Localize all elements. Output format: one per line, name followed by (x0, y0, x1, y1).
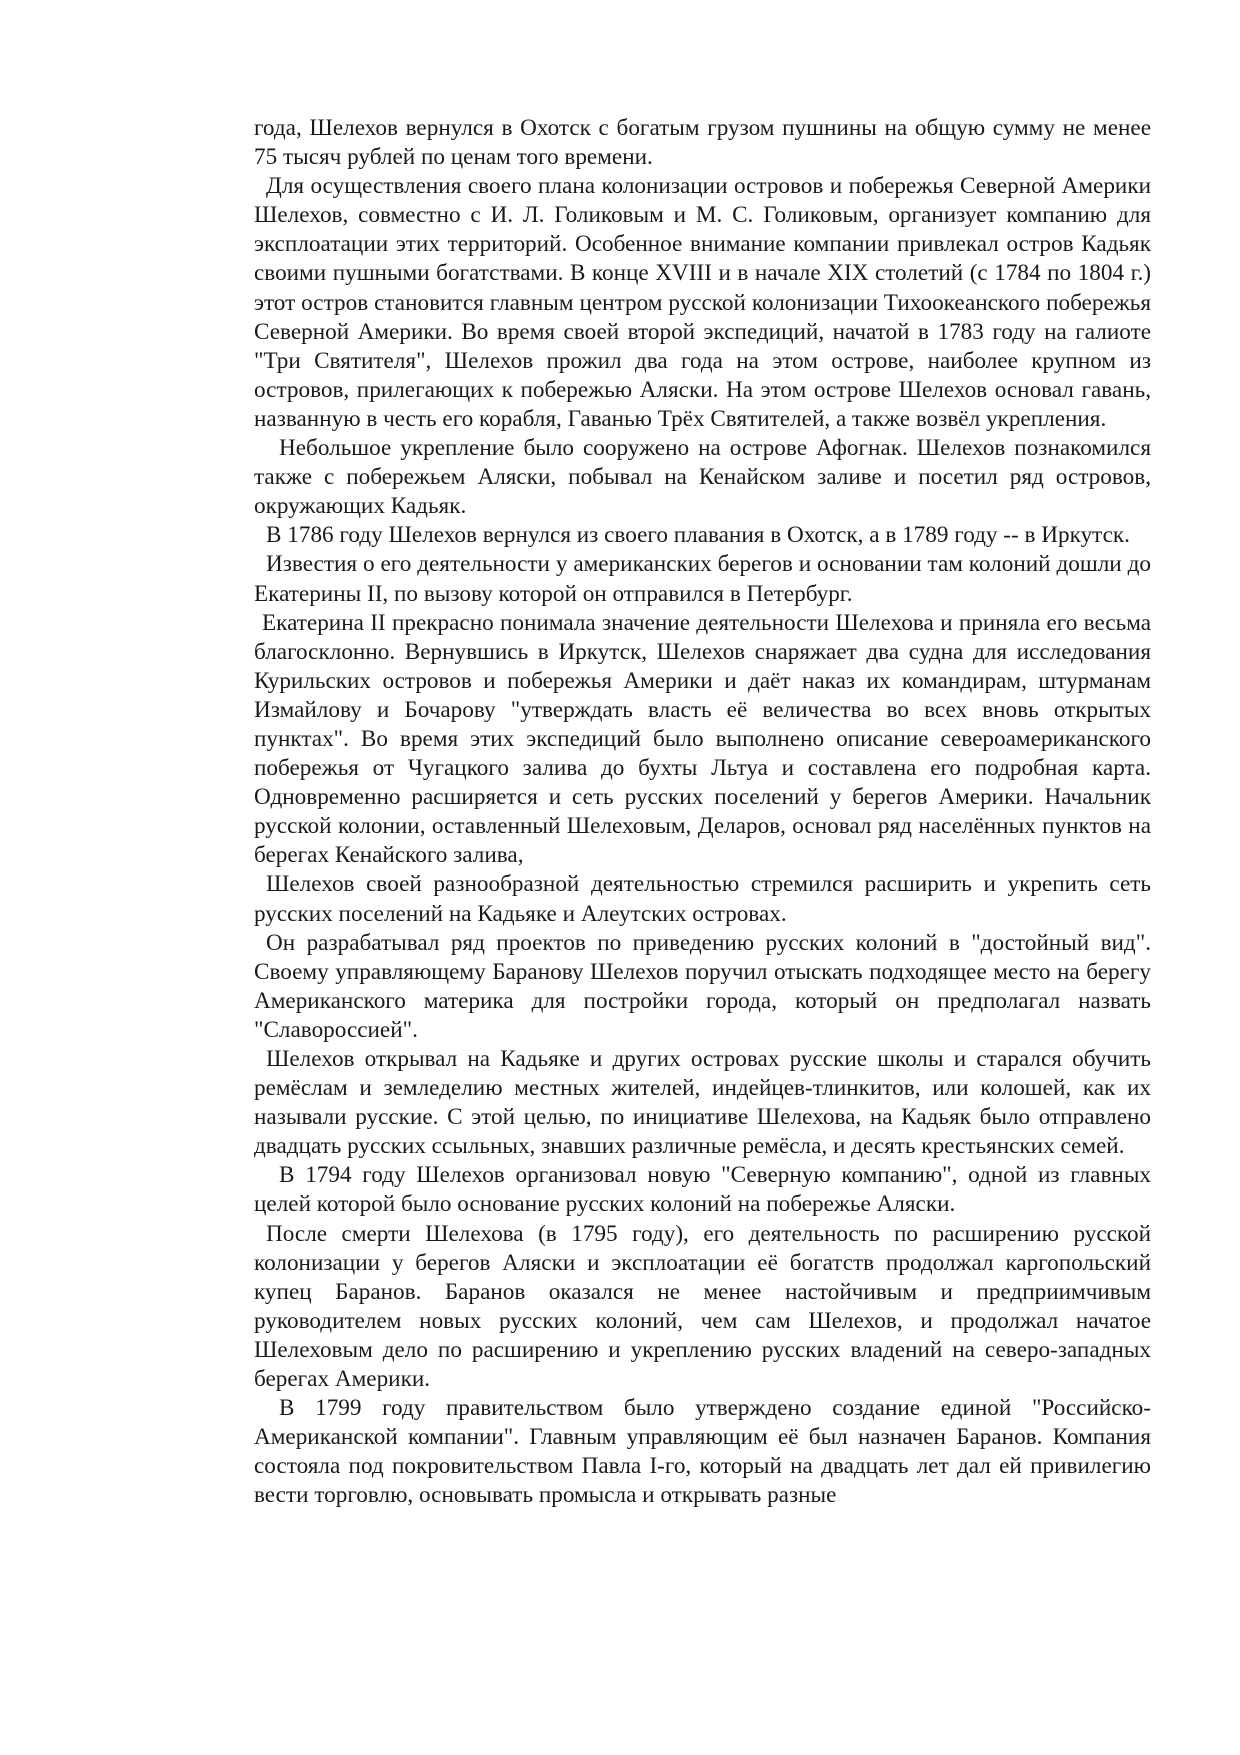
paragraph-1: года, Шелехов вернулся в Охотск с богатым грузом пушнины на общую сумму не менее 75 тысяч рублей по ценам того времени. (254, 115, 1151, 171)
paragraph-9: Шелехов открывал на Кадьяке и других островах русские школы и старался обучить ремёслам и земледелию местных жителей, индейцев-тлинкитов, или колошей, как их называли русские. С этой целью, по инициативе Шелехова, на Кадьяк было отправлено двадцать русских ссыльных, знавших различные ремёсла, и десять крестьянских семей. (254, 1046, 1151, 1160)
paragraph-3: Небольшое укрепление было сооружено на острове Афогнак. Шелехов познакомился также с побережьем Аляски, побывал на Кенайском заливе и посетил ряд островов, окружающих Кадьяк. (254, 435, 1151, 520)
paragraph-6: Екатерина II прекрасно понимала значение деятельности Шелехова и приняла его весьма благосклонно. Вернувшись в Иркутск, Шелехов снаряжает два судна для исследования Курильских островов и побережья Америки и даёт наказ их командирам, штурманам Измайлову и Бочарову "утверждать власть её величества во всех вновь открытых пунктах". Во время этих экспедиций было выполнено описание североамериканского побережья от Чугацкого залива до бухты Льтуа и составлена его подробная карта. Одновременно расширяется и сеть русских поселений у берегов Америки. Начальник русской колонии, оставленный Шелеховым, Деларов, основал ряд населённых пунктов на берегах Кенайского залива, (254, 609, 1151, 869)
paragraph-4: В 1786 году Шелехов вернулся из своего плавания в Охотск, а в 1789 году -- в Иркутск. (266, 522, 1130, 549)
paragraph-5: Известия о его деятельности у американских берегов и основании там колоний дошли до Екатерины II, по вызову которой он отправился в Петербург. (254, 551, 1151, 607)
paragraph-11: После смерти Шелехова (в 1795 году), его деятельность по расширению русской колонизации у берегов Аляски и эксплоатации её богатств продолжал каргопольский купец Баранов. Баранов оказался не менее настойчивым и предприимчивым руководителем новых русских колоний, чем сам Шелехов, и продолжал начатое Шелеховым дело по расширению и укреплению русских владений на северо-западных берегах Америки. (254, 1220, 1151, 1393)
paragraph-2: Для осуществления своего плана колонизации островов и побережья Северной Америки Шелехов, совместно с И. Л. Голиковым и М. С. Голиковым, организует компанию для эксплоатации этих территорий. Особенное внимание компании привлекал остров Кадьяк своими пушными богатствами. В конце XVIII и в начале XIX столетий (с 1784 по 1804 г.) этот остров становится главным центром русской колонизации Тихоокеанского побережья Северной Америки. Во время своей второй экспедиций, начатой в 1783 году на галиоте "Три Святителя", Шелехов прожил два года на этом острове, наиболее крупном из островов, прилегающих к побережью Аляски. На этом острове Шелехов основал гавань, названную в честь его корабля, Гаванью Трёх Святителей, а также возвёл укрепления. (254, 173, 1151, 432)
paragraph-12: В 1799 году правительством было утверждено создание единой "Российско-Американской компании". Главным управляющим её был назначен Баранов. Компания состояла под покровительством Павла I-го, который на двадцать лет дал ей привилегию вести торговлю, основывать промысла и открывать разные (254, 1395, 1151, 1509)
paragraph-7: Шелехов своей разнообразной деятельностью стремился расширить и укрепить сеть русских поселений на Кадьяке и Алеутских островах. (254, 871, 1151, 927)
paragraph-10: В 1794 году Шелехов организовал новую "Северную компанию", одной из главных целей которой было основание русских колоний на побережье Аляски. (254, 1162, 1151, 1218)
document-page (254, 114, 1151, 1511)
paragraph-8: Он разрабатывал ряд проектов по приведению русских колоний в "достойный вид". Своему управляющему Баранову Шелехов поручил отыскать подходящее место на берегу Американского материка для постройки города, который он предполагал назвать "Славороссией". (254, 929, 1151, 1043)
